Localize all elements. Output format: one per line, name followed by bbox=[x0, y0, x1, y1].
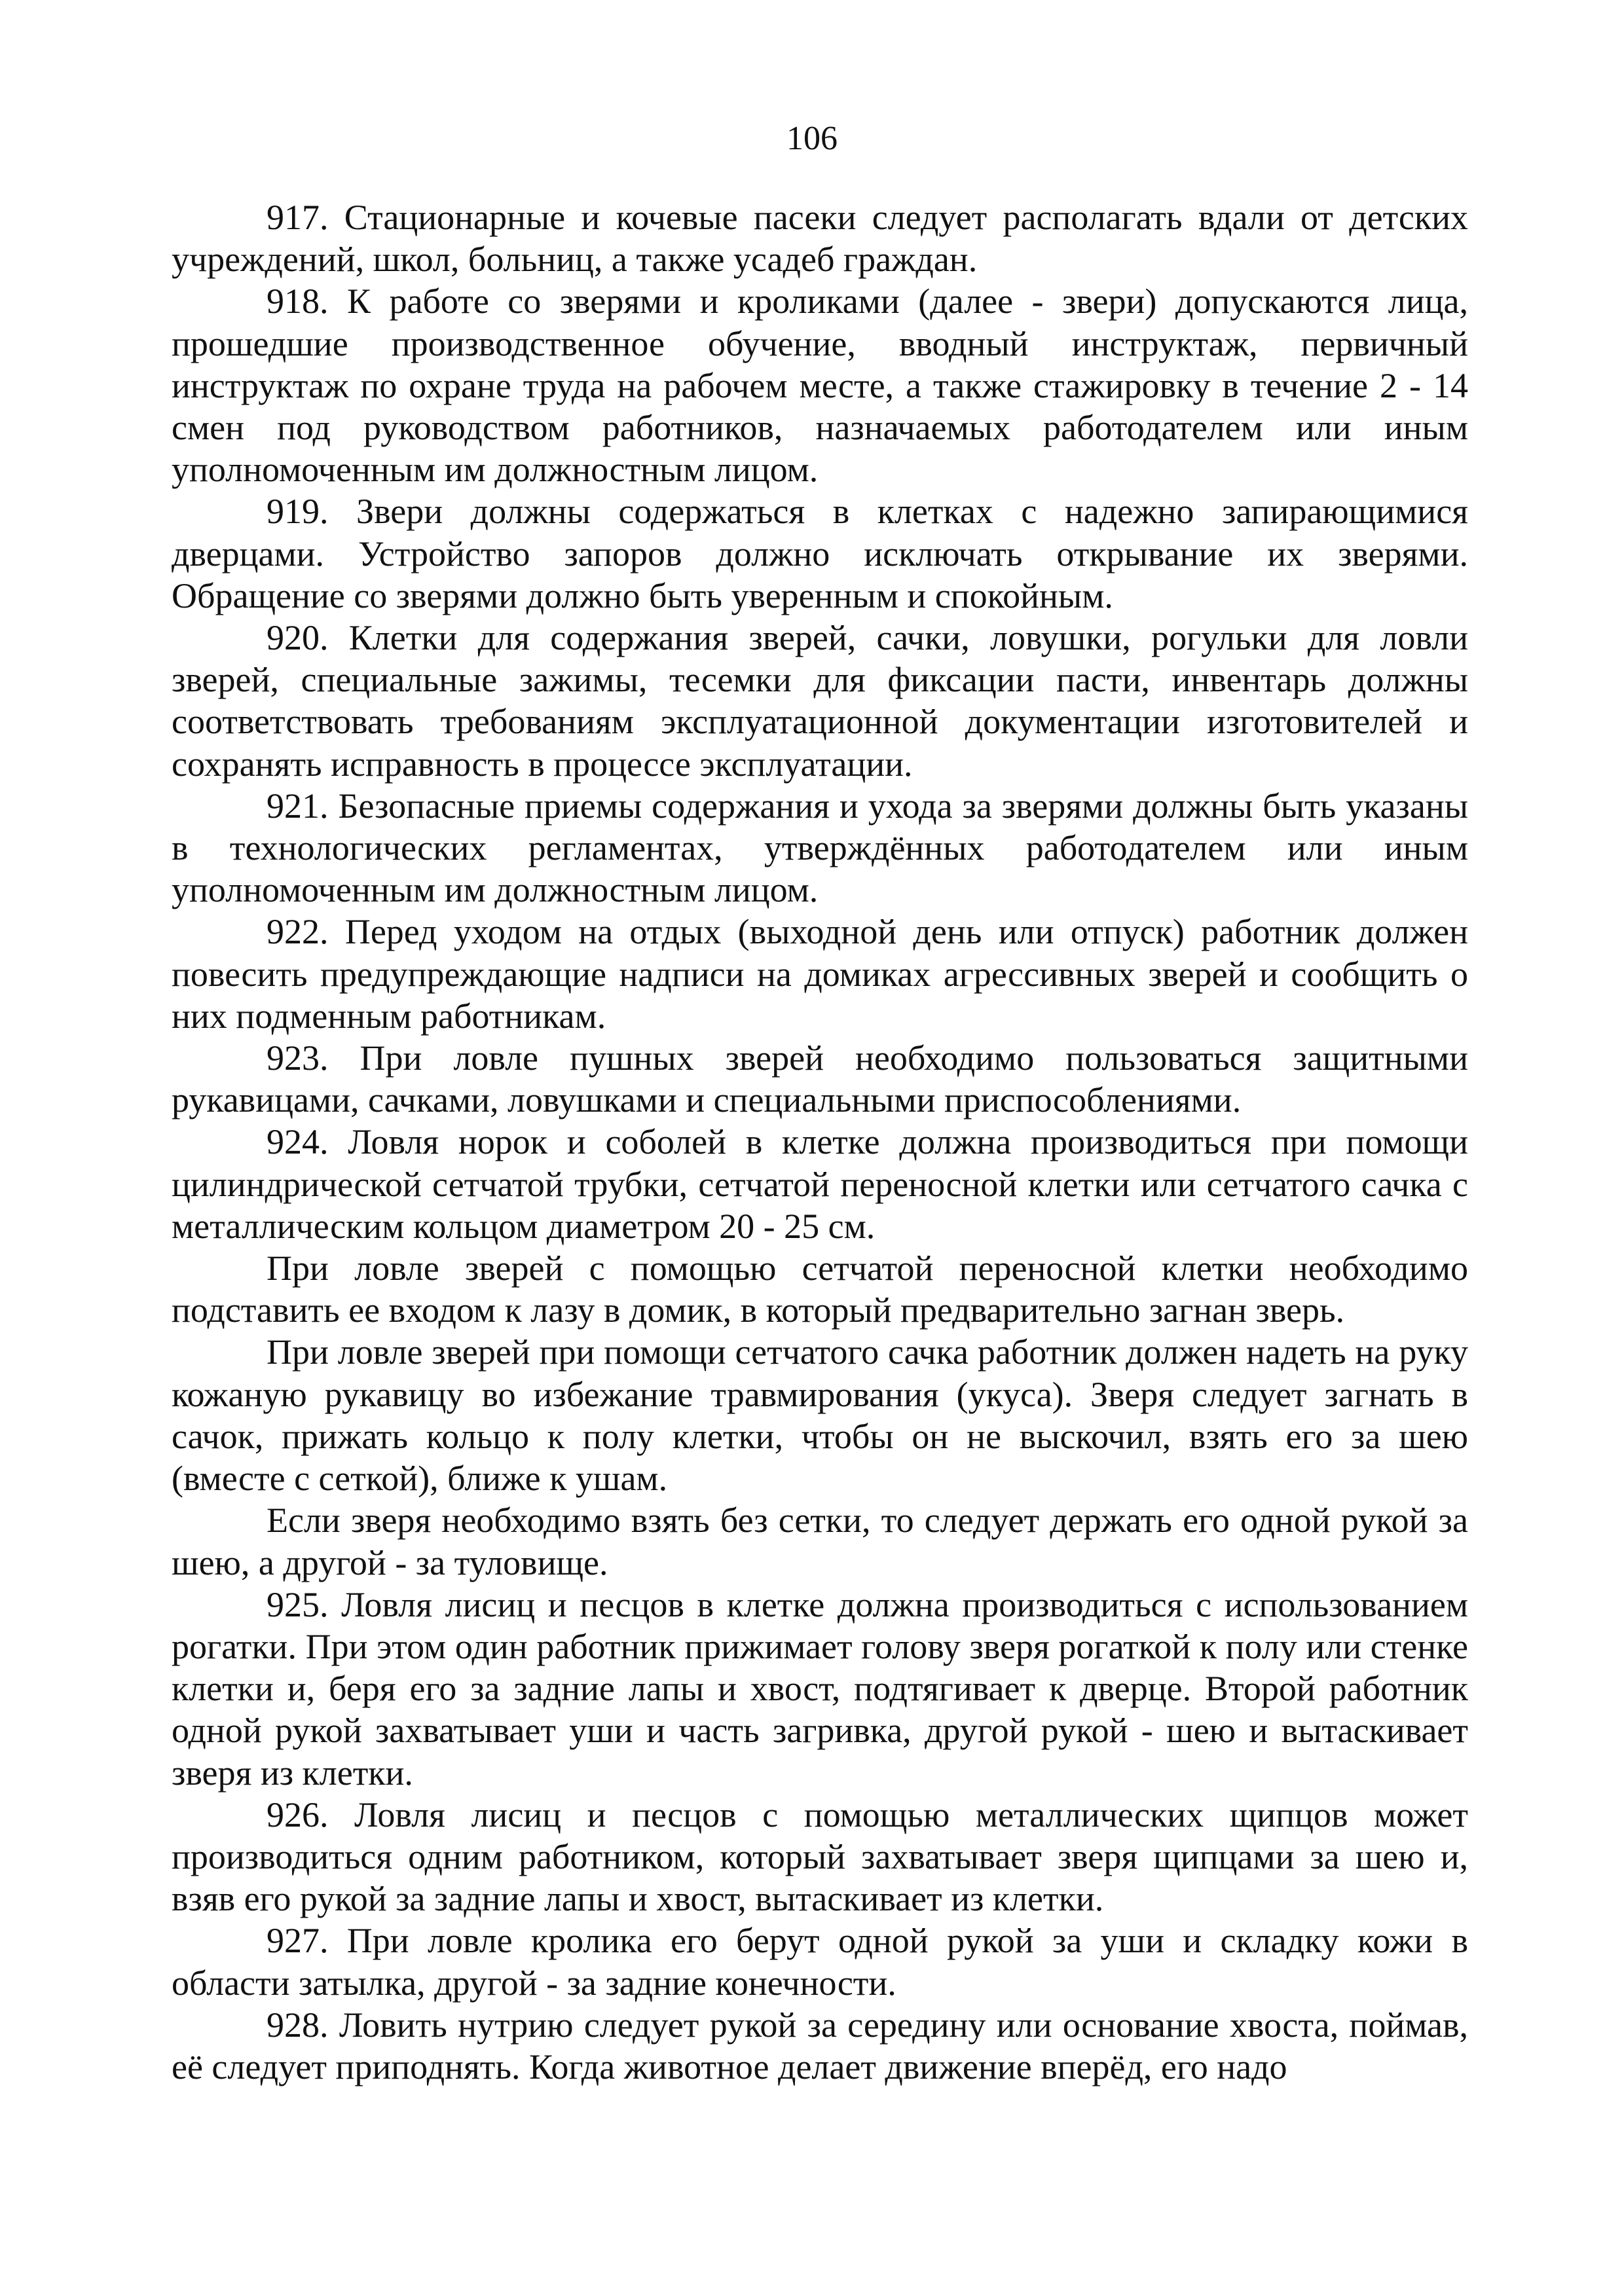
paragraph-926: 926. Ловля лисиц и песцов с помощью металлических щипцов может производиться одним работником, который захватывает зверя щипцами за шею и, взяв его рукой за задние лапы и хвост, вытаскивает из клетки. bbox=[172, 1795, 1468, 1919]
paragraph-924: 924. Ловля норок и соболей в клетке должна производиться при помощи цилиндрической сетчатой трубки, сетчатой переносной клетки или сетчатого сачка с металлическим кольцом диаметром 20 - 25 см. bbox=[172, 1122, 1468, 1246]
paragraph-921: 921. Безопасные приемы содержания и ухода за зверями должны быть указаны в технологических регламентах, утверждённых работодателем или иным уполномоченным им должностным лицом. bbox=[172, 786, 1468, 910]
paragraph-917: 917. Стационарные и кочевые пасеки следует располагать вдали от детских учреждений, школ, больниц, а также усадеб граждан. bbox=[172, 198, 1468, 280]
paragraph-920: 920. Клетки для содержания зверей, сачки, ловушки, рогульки для ловли зверей, специальные зажимы, тесемки для фиксации пасти, инвентарь должны соответствовать требованиям эксплуатационной документации изготовителей и сохранять исправность в процессе эксплуатации. bbox=[172, 618, 1468, 784]
paragraph-928: 928. Ловить нутрию следует рукой за середину или основание хвоста, поймав, её следует приподнять. Когда животное делает движение вперёд, его надо bbox=[172, 2005, 1468, 2086]
page-number: 106 bbox=[786, 120, 838, 157]
paragraph-924-net-catching: При ловле зверей при помощи сетчатого сачка работник должен надеть на руку кожаную рукавицу во избежание травмирования (укуса). Зверя следует загнать в сачок, прижать кольцо к полу клетки, чтобы он не выскочил, взять его за шею (вместе с сеткой), ближе к ушам. bbox=[172, 1332, 1468, 1499]
paragraph-925: 925. Ловля лисиц и песцов в клетке должна производиться с использованием рогатки. При этом один работник прижимает голову зверя рогаткой к полу или стенке клетки и, беря его за задние лапы и хвост, подтягивает к дверце. Второй работник одной рукой захватывает уши и часть загривка, другой рукой - шею и вытаскивает зверя из клетки. bbox=[172, 1584, 1468, 1793]
paragraph-924-without-net: Если зверя необходимо взять без сетки, то следует держать его одной рукой за шею, а другой - за туловище. bbox=[172, 1501, 1468, 1582]
paragraph-922: 922. Перед уходом на отдых (выходной день или отпуск) работник должен повесить предупреждающие надписи на домиках агрессивных зверей и сообщить о них подменным работникам. bbox=[172, 912, 1468, 1036]
paragraph-923: 923. При ловле пушных зверей необходимо пользоваться защитными рукавицами, сачками, ловушками и специальными приспособлениями. bbox=[172, 1038, 1468, 1120]
paragraph-924-cage-catching: При ловле зверей с помощью сетчатой переносной клетки необходимо подставить ее входом к лазу в домик, в который предварительно загнан зверь. bbox=[172, 1248, 1468, 1330]
paragraph-918: 918. К работе со зверями и кроликами (далее - звери) допускаются лица, прошедшие производственное обучение, вводный инструктаж, первичный инструктаж по охране труда на рабочем месте, а также стажировку в течение 2 - 14 смен под руководством работников, назначаемых работодателем или иным уполномоченным им должностным лицом. bbox=[172, 282, 1468, 490]
paragraph-927: 927. При ловле кролика его берут одной рукой за уши и складку кожи в области затылка, другой - за задние конечности. bbox=[172, 1921, 1468, 2003]
document-body bbox=[172, 196, 1468, 2088]
paragraph-919: 919. Звери должны содержаться в клетках с надежно запирающимися дверцами. Устройство запоров должно исключать открывание их зверями. Обращение со зверями должно быть уверенным и спокойным. bbox=[172, 492, 1468, 615]
